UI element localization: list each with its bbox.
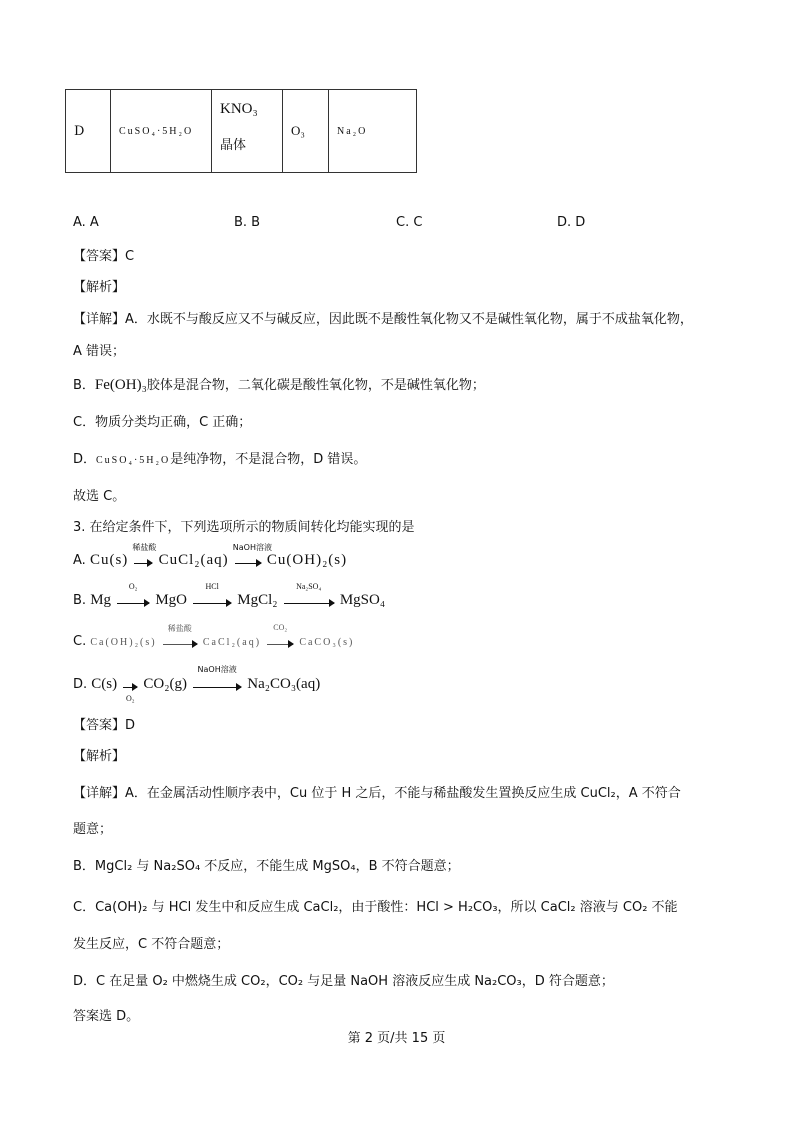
q3-opt-d-arrow2 (191, 665, 243, 692)
q3-opt-b-cond2: HCl (205, 582, 219, 591)
choice-d: D. D (557, 215, 586, 230)
q2-detail-a-cont: A 错误； (73, 344, 126, 359)
q3-opt-c-s1: Ca(OH)₂(s) (90, 637, 157, 648)
cell-na2o: Na₂O (329, 90, 417, 173)
q3-opt-a-s2: CuCl₂(aq) (158, 552, 229, 568)
q3-opt-c-arrow1 (161, 624, 199, 649)
q3-stem: 3. 在给定条件下，下列选项所示的物质间转化均能实现的是 (73, 520, 415, 535)
q2-detail-d-formula: CuSO₄·5H₂O (96, 455, 171, 466)
q2-analysis: 【解析】 (73, 280, 126, 295)
cell-kno3 (212, 90, 283, 173)
q2-detail-d (73, 448, 366, 467)
q3-opt-b-s3: MgCl₂ (237, 592, 278, 608)
q3-detail-a: 【详解】A．在金属活动性顺序表中，Cu 位于 H 之后，不能与稀盐酸发生置换反应生成 CuCl₂，A 不符合 (73, 786, 681, 801)
arrow-icon (267, 636, 293, 645)
arrow-icon (235, 555, 261, 564)
choice-a: A. A (73, 215, 99, 230)
table-row (66, 90, 417, 173)
arrow-icon (163, 636, 197, 645)
arrow-icon (284, 595, 334, 604)
q3-analysis: 【解析】 (73, 749, 126, 764)
arrow-icon (193, 679, 241, 688)
arrow-icon (123, 679, 137, 688)
q3-conclusion: 答案选 D。 (73, 1009, 140, 1024)
q3-option-a (73, 543, 348, 569)
kno3-formula: KNO₃ (220, 101, 258, 117)
arrow-icon (117, 595, 149, 604)
q3-opt-a-s3: Cu(OH)₂(s) (266, 552, 348, 568)
q3-opt-d-cond2: NaOH溶液 (197, 665, 237, 674)
kno3-note: 晶体 (220, 138, 247, 153)
q3-opt-b-arrow1 (115, 582, 151, 608)
q3-opt-c-arrow2 (265, 623, 295, 649)
cell-cuso4: CuSO₄·5H₂O (111, 90, 212, 173)
q2-conclusion: 故选 C。 (73, 489, 126, 504)
choice-b: B. B (234, 215, 261, 230)
q3-opt-c-s3: CaCO₃(s) (299, 637, 355, 648)
q3-detail-b: B．MgCl₂ 与 Na₂SO₄ 不反应，不能生成 MgSO₄，B 不符合题意； (73, 859, 460, 874)
q3-opt-a-cond1: 稀盐酸 (132, 543, 157, 552)
q3-detail-c: C．Ca(OH)₂ 与 HCl 发生中和反应生成 CaCl₂，由于酸性：HCl > H₂CO₃，所以 CaCl₂ 溶液与 CO₂ 不能 (73, 900, 678, 915)
arrow-icon (193, 595, 231, 604)
row-label: D (66, 90, 111, 173)
q3-opt-a-arrow1 (132, 543, 157, 568)
q3-opt-c-cond1: 稀盐酸 (167, 624, 192, 633)
page-footer: 第 2 页/共 15 页 (347, 1031, 446, 1046)
q3-opt-d-cond1: O₂ (125, 694, 135, 703)
q2-detail-b-formula: Fe(OH)₃ (94, 377, 147, 393)
q3-option-b (73, 582, 386, 609)
q3-opt-d-prefix: D. (73, 677, 88, 692)
cell-o3: O₃ (283, 90, 329, 173)
q2-detail-d-prefix: D． (73, 452, 97, 467)
q2-detail-a: 【详解】A．水既不与酸反应又不与碱反应，因此既不是酸性氧化物又不是碱性氧化物，属于不成盐氧化物， (73, 312, 693, 327)
q3-opt-b-s2: MgO (155, 592, 187, 608)
q2-detail-b-text: 胶体是混合物，二氧化碳是酸性氧化物，不是碱性氧化物； (146, 378, 485, 393)
choice-c: C. C (396, 215, 423, 230)
q3-opt-a-cond2: NaOH溶液 (232, 543, 272, 552)
arrow-icon (134, 555, 152, 564)
q2-detail-d-text: 是纯净物，不是混合物，D 错误。 (170, 452, 367, 467)
q2-detail-c: C．物质分类均正确，C 正确； (73, 415, 252, 430)
q3-opt-d-arrow1 (121, 677, 139, 703)
q3-detail-a-cont: 题意； (73, 822, 113, 837)
q3-detail-d: D．C 在足量 O₂ 中燃烧生成 CO₂，CO₂ 与足量 NaOH 溶液反应生成 Na₂CO₃，D 符合题意； (73, 974, 614, 989)
options-table (65, 89, 417, 173)
q3-opt-a-arrow2 (232, 543, 272, 568)
q2-detail-b-prefix: B． (73, 378, 95, 393)
q3-opt-a-prefix: A. (73, 553, 86, 568)
q3-option-c (73, 623, 355, 649)
q3-opt-b-s4: MgSO₄ (339, 592, 386, 608)
q3-opt-c-prefix: C. (73, 634, 87, 649)
q3-opt-b-s1: Mg (90, 592, 112, 608)
q3-opt-b-arrow3 (282, 582, 336, 608)
q2-answer: 【答案】C (73, 249, 135, 264)
q3-opt-c-cond2: CO₂ (273, 623, 288, 632)
q3-opt-b-cond1: O₂ (128, 582, 138, 591)
q3-opt-d-s2: CO₂(g) (143, 676, 187, 692)
q3-opt-d-s3: Na₂CO₃(aq) (247, 676, 321, 692)
q3-opt-c-s2: CaCl₂(aq) (202, 637, 262, 648)
q3-opt-b-prefix: B. (73, 593, 87, 608)
q3-opt-b-cond3: Na₂SO₄ (296, 582, 322, 591)
q3-opt-a-s1: Cu(s) (89, 552, 129, 568)
q3-opt-d-s1: C(s) (91, 676, 118, 692)
q3-detail-c-cont: 发生反应，C 不符合题意； (73, 937, 230, 952)
q3-opt-b-arrow2 (191, 582, 233, 608)
q2-detail-b (73, 374, 485, 394)
q3-option-d (73, 665, 321, 703)
q3-answer: 【答案】D (73, 718, 136, 733)
